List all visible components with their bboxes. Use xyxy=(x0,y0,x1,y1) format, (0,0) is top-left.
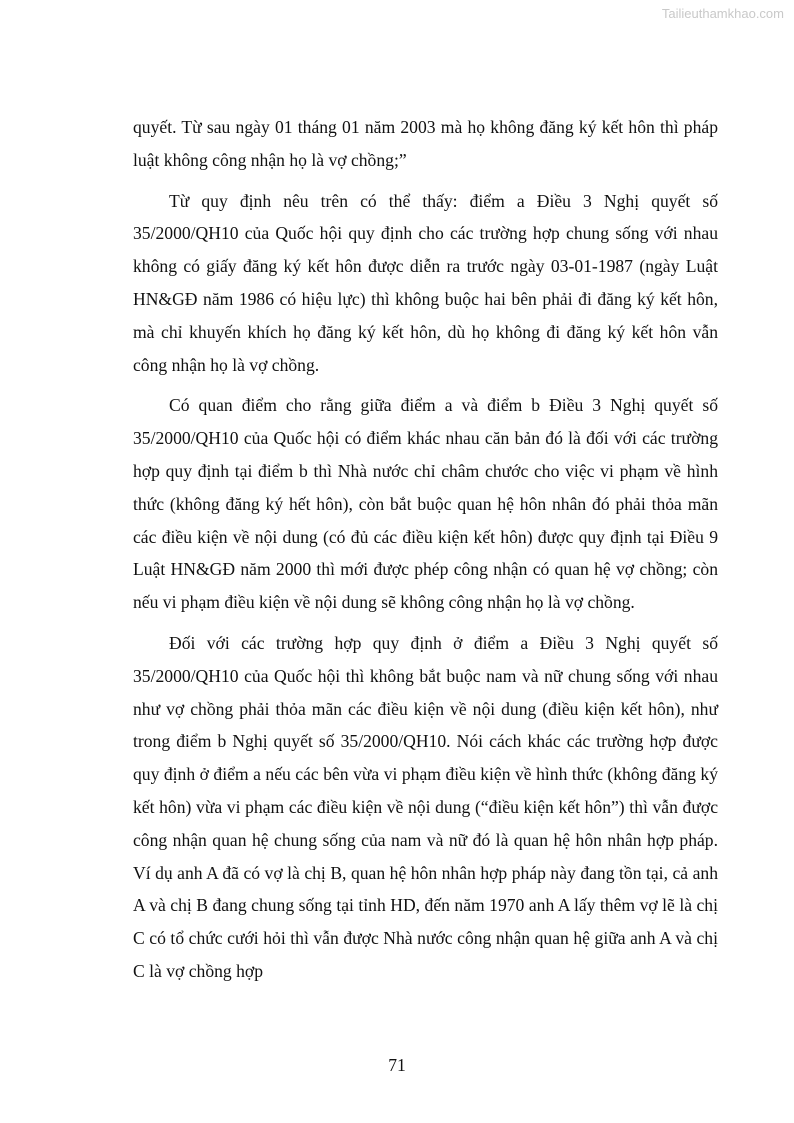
watermark: Tailieuthamkhao.com xyxy=(661,6,784,21)
document-body xyxy=(133,111,718,996)
paragraph: Có quan điểm cho rằng giữa điểm a và điểm b Điều 3 Nghị quyết số 35/2000/QH10 của Quốc hội có điểm khác nhau căn bản đó là đối với các trường hợp quy định tại điểm b thì Nhà nước chỉ châm chước cho việc vi phạm về hình thức (không đăng ký hết hôn), còn bắt buộc quan hệ hôn nhân đó phải thỏa mãn các điều kiện về nội dung (có đủ các điều kiện kết hôn) được quy định tại Điều 9 Luật HN&GĐ năm 2000 thì mới được phép công nhận có quan hệ vợ chồng; còn nếu vi phạm điều kiện về nội dung sẽ không công nhận họ là vợ chồng. xyxy=(133,395,718,613)
paragraph: Từ quy định nêu trên có thể thấy: điểm a Điều 3 Nghị quyết số 35/2000/QH10 của Quốc hội quy định cho các trường hợp chung sống với nhau không có giấy đăng ký kết hôn được diễn ra trước ngày 03-01-1987 (ngày Luật HN&GĐ năm 1986 có hiệu lực) thì không buộc hai bên phải đi đăng ký kết hôn, mà chỉ khuyến khích họ đăng ký kết hôn, dù họ không đi đăng ký kết hôn vẫn công nhận họ là vợ chồng. xyxy=(133,190,718,375)
page-number: 71 xyxy=(388,1055,406,1075)
paragraph-continuation: quyết. Từ sau ngày 01 tháng 01 năm 2003 mà họ không đăng ký kết hôn thì pháp luật không công nhận họ là vợ chồng;” xyxy=(133,117,718,170)
paragraph: Đối với các trường hợp quy định ở điểm a Điều 3 Nghị quyết số 35/2000/QH10 của Quốc hội thì không bắt buộc nam và nữ chung sống với nhau như vợ chồng phải thỏa mãn các điều kiện về nội dung (điều kiện kết hôn), như trong điểm b Nghị quyết số 35/2000/QH10. Nói cách khác các trường hợp được quy định ở điểm a nếu các bên vừa vi phạm điều kiện về hình thức (không đăng ký kết hôn) vừa vi phạm các điều kiện về nội dung (“điều kiện kết hôn”) thì vẫn được công nhận quan hệ chung sống của nam và nữ đó là quan hệ hôn nhân hợp pháp. Ví dụ anh A đã có vợ là chị B, quan hệ hôn nhân hợp pháp này đang tồn tại, cả anh A và chị B đang chung sống tại tỉnh HD, đến năm 1970 anh A lấy thêm vợ lẽ là chị C có tổ chức cưới hỏi thì vẫn được Nhà nước công nhận quan hệ giữa anh A và chị C là vợ chồng hợp xyxy=(133,632,718,981)
